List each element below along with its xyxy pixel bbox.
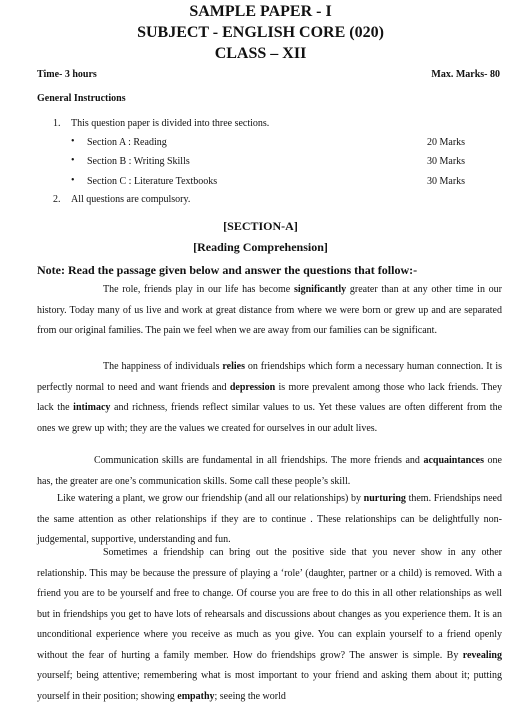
max-marks-label: Max. Marks- 80 [431, 69, 500, 80]
bullet-icon: • [71, 155, 75, 166]
paper-title: SAMPLE PAPER - I [189, 3, 332, 20]
instruction-2: All questions are compulsory. [71, 194, 191, 205]
bullet-icon: • [71, 175, 75, 186]
passage-paragraph-2: The happiness of individuals relies on friendships which form a necessary human connection. It is perfectly normal to need and want friends and depression is more prevalent among those who lack friends. They lack the intimacy and richness, friends reflect similar values to us. Yet these values are often different from the ones we grew up with; they are the values we created for ourselves in our adult lives. [37, 361, 503, 434]
instruction-number-2: 2. [53, 194, 61, 205]
passage-paragraph-3: Communication skills are fundamental in all friendships. The more friends and acquaintances one has, the greater are one’s communication skills. Some call these people’s skill. [37, 455, 502, 487]
passage-paragraph-4: Like watering a plant, we grow our friendship (and all our relationships) by nurturing them. Friendships need the same attention as other relationships if they are to continue . These relationships can be delightfully non-judgemental, supportive, understanding and fun. [37, 493, 502, 545]
instructions-heading: General Instructions [37, 93, 126, 104]
section-a-marks: 20 Marks [427, 137, 466, 148]
instruction-1: This question paper is divided into three sections. [71, 118, 270, 129]
section-b-line: Section B : Writing Skills [87, 156, 190, 167]
class-title: CLASS – XII [214, 45, 307, 62]
section-b-marks: 30 Marks [427, 156, 466, 167]
passage-paragraph-5: Sometimes a friendship can bring out the positive side that you never show in any other relationship. This may be because the pressure of playing a ‘role’ (daughter, partner or a child) is removed. With a friend you are to be yourself and free to change. Of course you are free to do this in all other relationships as well but in friendships you get to have lots of rehearsals and discussions about changes as you experience them. It is an unconditional experience where you receive as much as you give. You can explain yourself to a friend openly without the fear of hurting a family member. How do friendships grow? The answer is simple. By revealing yourself; being attentive; remembering what is most important to your friend and asking them about it; putting yourself in their position; showing empathy; seeing the world [37, 547, 502, 702]
section-a-title: [SECTION-A] [223, 219, 298, 233]
bullet-icon: • [71, 136, 75, 147]
passage-paragraph-1: The role, friends play in our life has become significantly greater than at any other time in our history. Today many of us live and work at great distance from where we were born or grew up and are separated from our original families. The pain we feel when we are away from our families can be significant. [37, 284, 502, 336]
subject-title: SUBJECT - ENGLISH CORE (020) [137, 24, 384, 41]
section-c-line: Section C : Literature Textbooks [87, 176, 218, 187]
time-label: Time- 3 hours [37, 69, 97, 80]
section-a-line: Section A : Reading [87, 137, 167, 148]
instruction-number-1: 1. [53, 118, 61, 129]
note-instruction: Note: Read the passage given below and answer the questions that follow:- [37, 263, 418, 277]
section-c-marks: 30 Marks [427, 176, 466, 187]
section-a-subtitle: [Reading Comprehension] [193, 240, 328, 254]
